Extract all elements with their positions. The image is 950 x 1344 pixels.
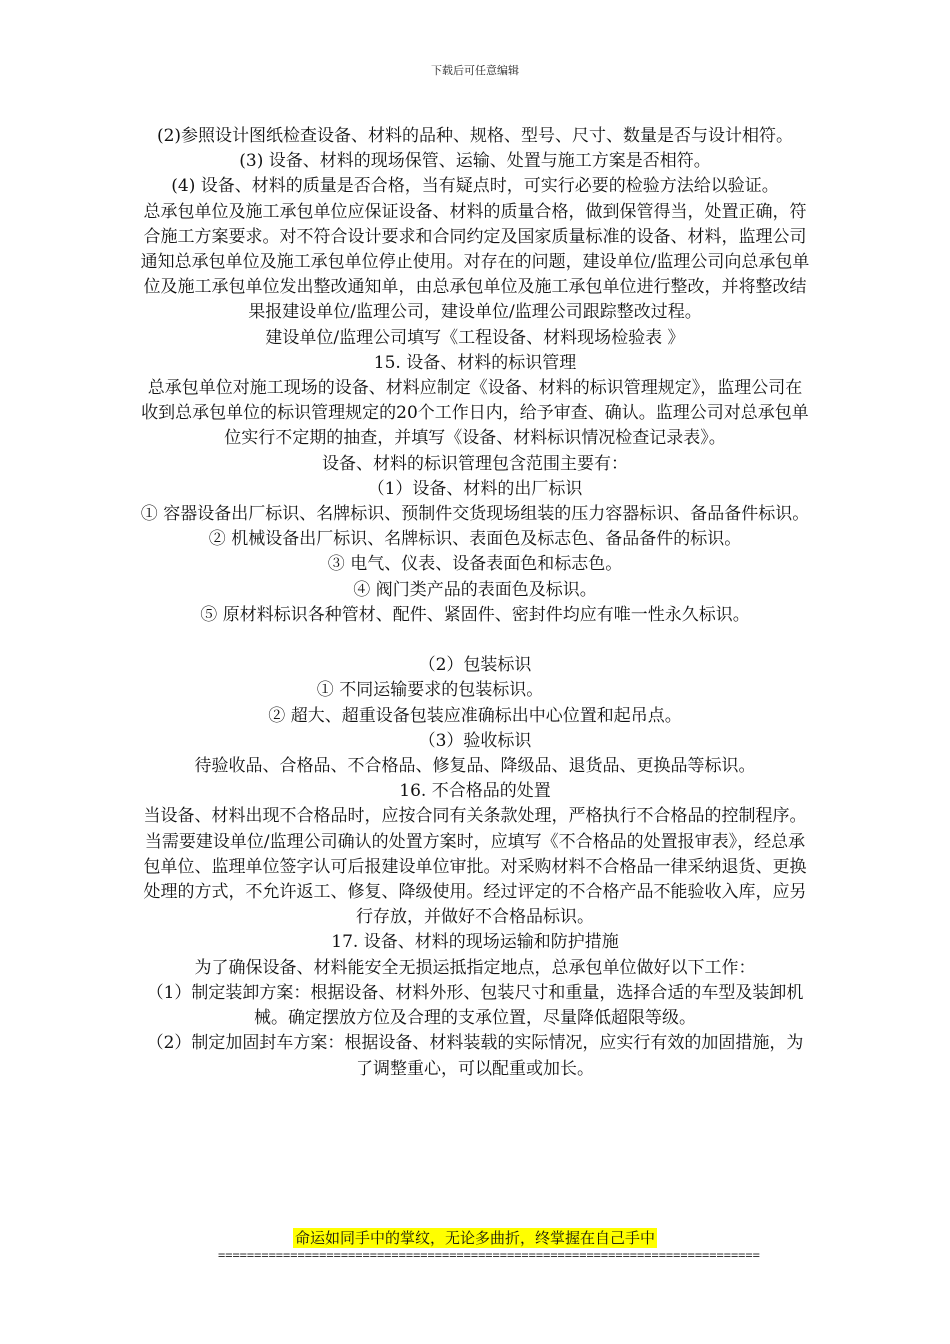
page-header: 下载后可任意编辑	[431, 64, 519, 77]
paragraph-check-quality: (4) 设备、材料的质量是否合格，当有疑点时，可实行必要的检验方法给以验证。	[171, 176, 779, 197]
footer-divider: ===========================================================================	[218, 1249, 760, 1261]
list-item-container-marks: ① 容器设备出厂标识、名牌标识、预制件交货现场组装的压力容器标识、备品备件标识。	[140, 504, 810, 525]
section-heading-17: 17. 设备、材料的现场运输和防护措施	[331, 932, 619, 953]
paragraph-check-specs: (2)参照设计图纸检查设备、材料的品种、规格、型号、尺寸、数量是否与设计相符。	[156, 126, 794, 146]
list-item-machinery-marks: ② 机械设备出厂标识、名牌标识、表面色及标志色、备品备件的标识。	[208, 529, 742, 550]
paragraph-identification-rules: 总承包单位对施工现场的设备、材料应制定《设备、材料的标识管理规定》，监理公司在收到总承包单位的标识管理规定的20个工作日内，给予审查、确认。监理公司对总承包单位实行不定期的抽查，并填写《设备、材料标识情况检查记录表》。	[141, 378, 809, 449]
paragraph-fill-inspection-form: 建设单位/监理公司填写《工程设备、材料现场检验表 》	[265, 327, 685, 348]
footer-motto: 命运如同手中的掌纹，无论多曲折，终掌握在自己手中	[294, 1229, 655, 1247]
paragraph-contractor-guarantee: 总承包单位及施工承包单位应保证设备、材料的质量合格，做到保管得当，处置正确，符合施工方案要求。对不符合设计要求和合同约定及国家质量标准的设备、材料，监理公司通知总承包单位及施工承包单位停止使用。对存在的问题，建设单位/监理公司向总承包单位及施工承包单位发出整改通知单，由总承包单位及施工承包单位进行整改，并将整改结果报建设单位/监理公司，建设单位/监理公司跟踪整改过程。	[140, 201, 810, 323]
paragraph-nonconforming-handling: 当设备、材料出现不合格品时，应按合同有关条款处理，严格执行不合格品的控制程序。当需要建设单位/监理公司确认的处置方案时，应填写《不合格品的处置报审表》，经总承包单位、监理单位签字认可后报建设单位审批。对采购材料不合格品一律采纳退货、更换处理的方式，不允许返工、修复、降级使用。经过评定的不合格产品不能验收入库，应另行存放，并做好不合格品标识。	[143, 806, 807, 928]
section-heading-16: 16. 不合格品的处置	[399, 781, 551, 802]
subheading-factory-marks: （1）设备、材料的出厂标识	[367, 478, 583, 499]
list-item-transport-marks: ① 不同运输要求的包装标识。	[316, 680, 544, 701]
paragraph-acceptance-categories: 待验收品、合格品、不合格品、修复品、降级品、退货品、更换品等标识。	[194, 756, 756, 777]
subheading-packaging-marks: （2）包装标识	[418, 655, 532, 676]
list-item-valve-marks: ④ 阀门类产品的表面色及标识。	[353, 579, 597, 600]
list-item-heavy-equipment-marks: ② 超大、超重设备包装应准确标出中心位置和起吊点。	[268, 705, 682, 726]
paragraph-scope-intro: 设备、材料的标识管理包含范围主要有：	[322, 453, 628, 474]
paragraph-check-storage: (3) 设备、材料的现场保管、运输、处置与施工方案是否相符。	[239, 151, 711, 172]
document-body	[140, 124, 810, 1082]
list-item-raw-material-marks: ⑤ 原材料标识各种管材、配件、紧固件、密封件均应有唯一性永久标识。	[200, 604, 750, 625]
list-item-electrical-colors: ③ 电气、仪表、设备表面色和标志色。	[327, 554, 623, 575]
paragraph-transport-intro: 为了确保设备、材料能安全无损运抵指定地点，总承包单位做好以下工作：	[194, 957, 756, 978]
section-heading-15: 15. 设备、材料的标识管理	[373, 352, 577, 373]
blank-line	[140, 628, 810, 653]
subheading-acceptance-marks: （3）验收标识	[418, 730, 532, 751]
paragraph-loading-plan: （1）制定装卸方案：根据设备、材料外形、包装尺寸和重量，选择合适的车型及装卸机械。确定摆放方位及合理的支承位置，尽量降低超限等级。	[146, 982, 804, 1029]
footer	[0, 1228, 950, 1248]
paragraph-securing-plan: （2）制定加固封车方案：根据设备、材料装载的实际情况，应实行有效的加固措施，为了调整重心，可以配重或加长。	[146, 1033, 804, 1079]
